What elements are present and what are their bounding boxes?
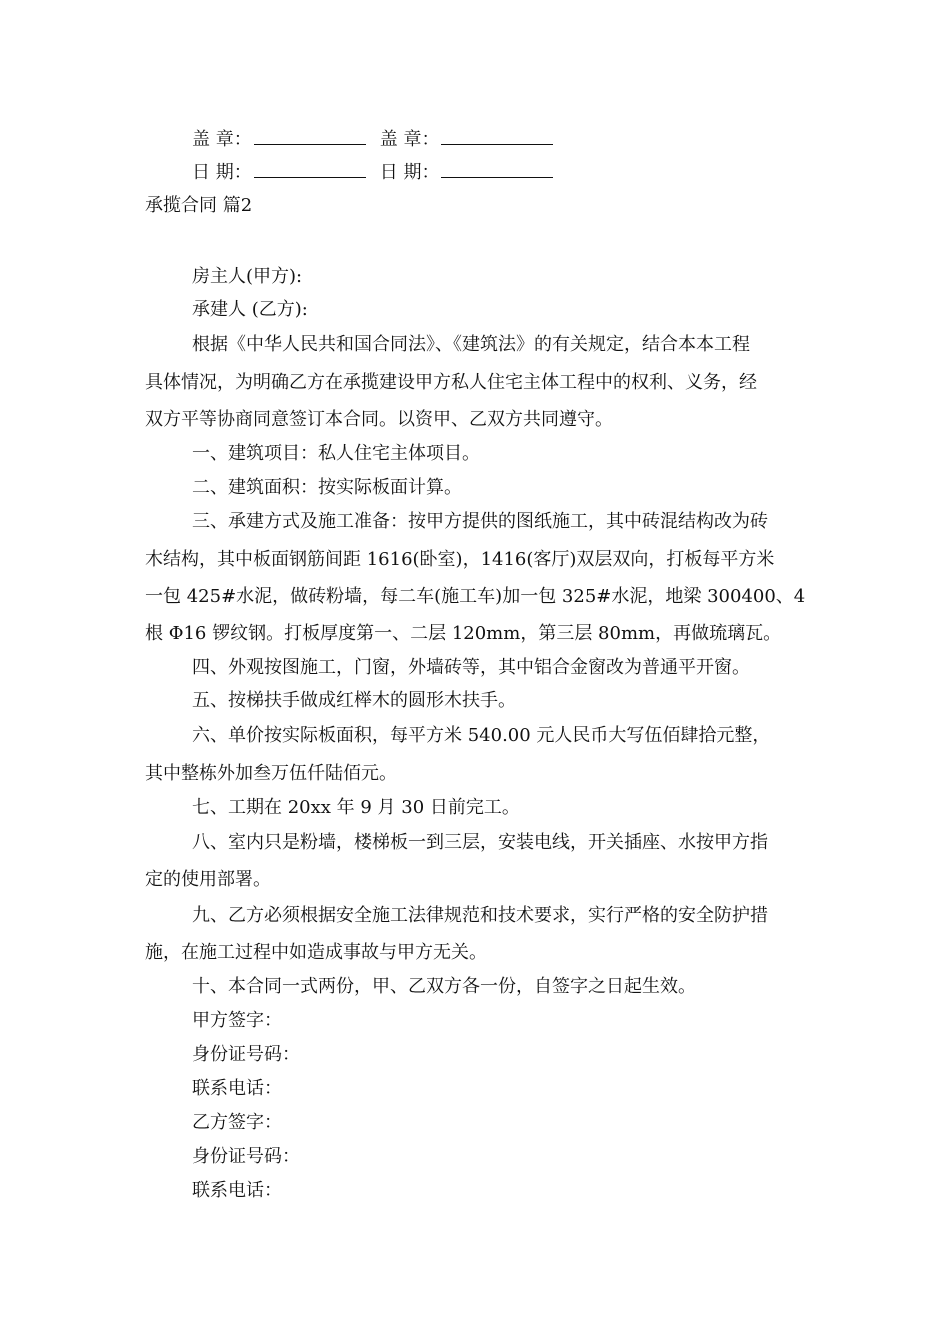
clause-8-line-1: 八、室内只是粉墙，楼梯板一到三层，安装电线，开关插座、水按甲方指 bbox=[192, 832, 768, 853]
party-b-phone-label: 联系电话： bbox=[192, 1180, 282, 1201]
date-row bbox=[192, 161, 553, 185]
seal-blank-left bbox=[254, 128, 366, 145]
seal-row bbox=[192, 128, 553, 152]
clause-9-line-2: 施，在施工过程中如造成事故与甲方无关。 bbox=[145, 942, 487, 963]
section-title: 承揽合同 篇2 bbox=[145, 195, 253, 216]
party-builder: 承建人 (乙方): bbox=[192, 299, 308, 320]
clause-3-line-3: 一包 425#水泥，做砖粉墙，每二车(施工车)加一包 325#水泥，地梁 300400、4 bbox=[145, 586, 806, 607]
date-label-right: 日 期： bbox=[379, 162, 440, 183]
clause-5: 五、按梯扶手做成红榉木的圆形木扶手。 bbox=[192, 690, 516, 711]
clause-3-line-4: 根 Φ16 锣纹钢。打板厚度第一、二层 120mm，第三层 80mm，再做琉璃瓦。 bbox=[145, 623, 782, 644]
clause-4: 四、外观按图施工，门窗，外墙砖等，其中铝合金窗改为普通平开窗。 bbox=[192, 657, 750, 678]
party-a-id-label: 身份证号码： bbox=[192, 1044, 300, 1065]
clause-6-line-2: 其中整栋外加叁万伍仟陆佰元。 bbox=[145, 763, 397, 784]
date-blank-left bbox=[254, 161, 366, 178]
clause-10: 十、本合同一式两份，甲、乙双方各一份，自签字之日起生效。 bbox=[192, 976, 696, 997]
clause-2: 二、建筑面积：按实际板面计算。 bbox=[192, 477, 462, 498]
party-a-phone-label: 联系电话： bbox=[192, 1078, 282, 1099]
clause-8-line-2: 定的使用部署。 bbox=[145, 869, 271, 890]
clause-6-line-1: 六、单价按实际板面积，每平方米 540.00 元人民币大写伍佰肆拾元整， bbox=[192, 725, 771, 746]
party-b-signature-label: 乙方签字： bbox=[192, 1112, 282, 1133]
party-owner: 房主人(甲方): bbox=[192, 266, 303, 287]
clause-9-line-1: 九、乙方必须根据安全施工法律规范和技术要求，实行严格的安全防护措 bbox=[192, 905, 768, 926]
date-blank-right bbox=[441, 161, 553, 178]
intro-line-1: 根据《中华人民共和国合同法》、《建筑法》的有关规定，结合本本工程 bbox=[192, 334, 750, 355]
party-a-signature-label: 甲方签字： bbox=[192, 1010, 282, 1031]
intro-line-3: 双方平等协商同意签订本合同。以资甲、乙双方共同遵守。 bbox=[145, 409, 613, 430]
date-label-left: 日 期： bbox=[192, 162, 252, 183]
party-b-id-label: 身份证号码： bbox=[192, 1146, 300, 1167]
seal-label-right: 盖 章： bbox=[379, 129, 440, 150]
seal-blank-right bbox=[441, 128, 553, 145]
clause-7: 七、工期在 20xx 年 9 月 30 日前完工。 bbox=[192, 797, 520, 818]
clause-3-line-2: 木结构，其中板面钢筋间距 1616(卧室)，1416(客厅)双层双向，打板每平方米 bbox=[145, 549, 775, 570]
clause-3-line-1: 三、承建方式及施工准备：按甲方提供的图纸施工，其中砖混结构改为砖 bbox=[192, 511, 768, 532]
clause-1: 一、建筑项目：私人住宅主体项目。 bbox=[192, 443, 480, 464]
seal-label-left: 盖 章： bbox=[192, 129, 252, 150]
intro-line-2: 具体情况，为明确乙方在承揽建设甲方私人住宅主体工程中的权利、义务，经 bbox=[145, 372, 757, 393]
